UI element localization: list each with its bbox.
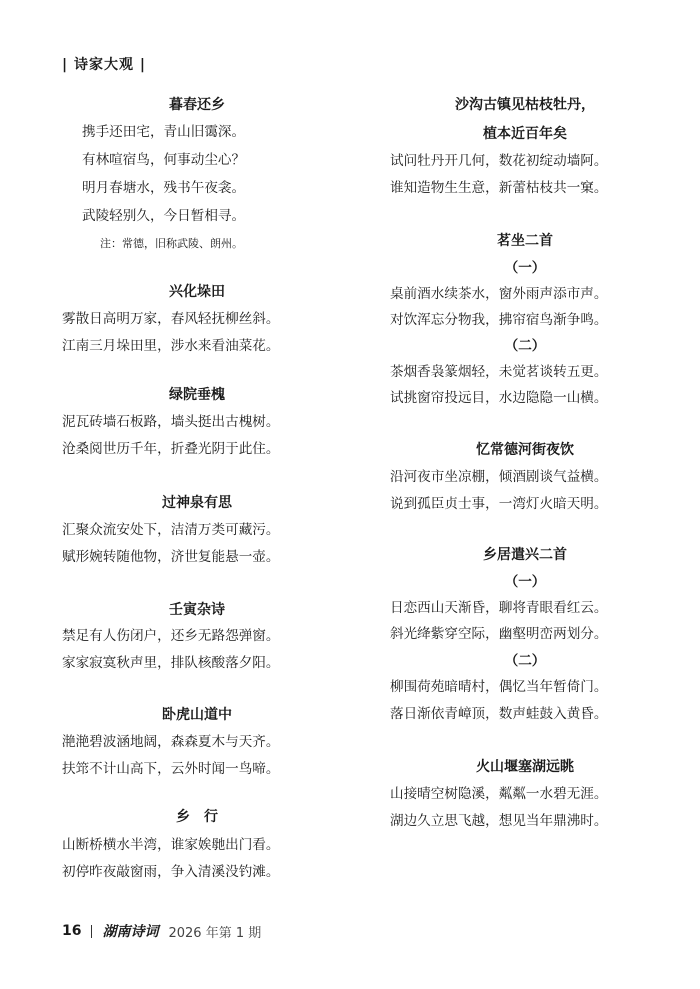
poem-title: 壬寅杂诗 (169, 602, 225, 618)
poem-part-label: （一） (504, 574, 546, 590)
poem-title: 茗坐二首 (497, 233, 553, 249)
poem-note: 注：常德，旧称武陵、朗州。 (100, 237, 243, 250)
poem-line: 赋形婉转随他物，济世复能悬一壶。 (62, 549, 280, 565)
poem-part-label: （一） (504, 260, 546, 276)
poem-line: 日恋西山天渐昏，聊将青眼看红云。 (390, 600, 608, 616)
poem-title: 沙沟古镇见枯枝牡丹， (455, 97, 595, 113)
poem-line: 雾散日高明万家，春风轻抚柳丝斜。 (62, 311, 280, 327)
poem-line: 沿河夜市坐凉棚，倾酒剧谈气益横。 (390, 469, 608, 485)
page-number: 16 (62, 923, 82, 939)
poem-title: 绿院垂槐 (169, 387, 225, 403)
poem-line: 家家寂寞秋声里，排队核酸落夕阳。 (62, 655, 280, 671)
poem-line: 扶筇不计山高下，云外时闻一鸟啼。 (62, 761, 280, 777)
poem-title-continued: 植本近百年矣 (483, 126, 567, 142)
poem-line: 谁知造物生生意，新蕾枯枝共一窠。 (390, 180, 608, 196)
divider (91, 925, 92, 938)
poem-part-label: （二） (504, 338, 546, 354)
poem-line: 湖边久立思飞越，想见当年鼎沸时。 (390, 813, 608, 829)
page-footer (62, 921, 261, 941)
poem-title: 乡居遣兴二首 (483, 547, 567, 563)
poem-line: 江南三月垛田里，涉水来看油菜花。 (62, 338, 280, 354)
poem-line: 沧桑阅世历千年，折叠光阴于此住。 (62, 441, 280, 457)
poem-title: 过神泉有思 (162, 495, 232, 511)
poem-line: 试挑窗帘投远目，水边隐隐一山横。 (390, 390, 608, 406)
poem-line: 汇聚众流安处下，洁清万类可藏污。 (62, 522, 280, 538)
magazine-logo: 湖南诗词 (102, 924, 159, 940)
poem-line: 初停昨夜敲窗雨，争入清溪没钓滩。 (62, 864, 280, 880)
poem-title: 兴化垛田 (169, 284, 225, 300)
poem-line: 说到孤臣贞士事，一湾灯火暗天明。 (390, 496, 608, 512)
poem-line: 明月春塘水，残书午夜衾。 (82, 180, 246, 196)
poem-line: 落日渐依青嶂顶，数声蛙鼓入黄昏。 (390, 706, 608, 722)
poem-line: 泥瓦砖墙石板路，墙头挺出古槐树。 (62, 414, 280, 430)
poem-title: 乡 行 (176, 809, 218, 825)
poem-title: 忆常德河街夜饮 (476, 442, 574, 458)
poem-line: 茶烟香袅篆烟轻，未觉茗谈转五更。 (390, 364, 608, 380)
poem-title: 卧虎山道中 (162, 707, 232, 723)
poem-line: 携手还田宅，青山旧霭深。 (82, 124, 246, 140)
issue-label: 2026 年第 1 期 (168, 925, 262, 941)
poem-line: 桌前酒水续茶水，窗外雨声添市声。 (390, 286, 608, 302)
poem-line: 柳围荷苑暗晴村，偶忆当年暂倚门。 (390, 679, 608, 695)
poem-part-label: （二） (504, 653, 546, 669)
poem-line: 斜光绛紫穿空际，幽壑明峦两划分。 (390, 626, 608, 642)
poem-line: 禁足有人伤闭户，还乡无路怨弹窗。 (62, 628, 280, 644)
poem-line: 试问牡丹开几何，数花初绽动墙阿。 (390, 153, 608, 169)
poem-line: 山接晴空树隐溪，粼粼一水碧无涯。 (390, 786, 608, 802)
poem-line: 对饮浑忘分物我，拂帘宿鸟渐争鸣。 (390, 312, 608, 328)
poem-line: 山断桥横水半湾，谁家娭毑出门看。 (62, 837, 280, 853)
section-header: | 诗家大观 | (62, 57, 146, 73)
poem-title: 火山堰塞湖远眺 (476, 759, 574, 775)
poem-title: 暮春还乡 (169, 97, 225, 113)
poem-line: 有林喧宿鸟，何事动尘心？ (82, 152, 246, 168)
poem-line: 滟滟碧波涵地阔，森森夏木与天齐。 (62, 734, 280, 750)
poem-line: 武陵轻别久，今日暂相寻。 (82, 208, 246, 224)
